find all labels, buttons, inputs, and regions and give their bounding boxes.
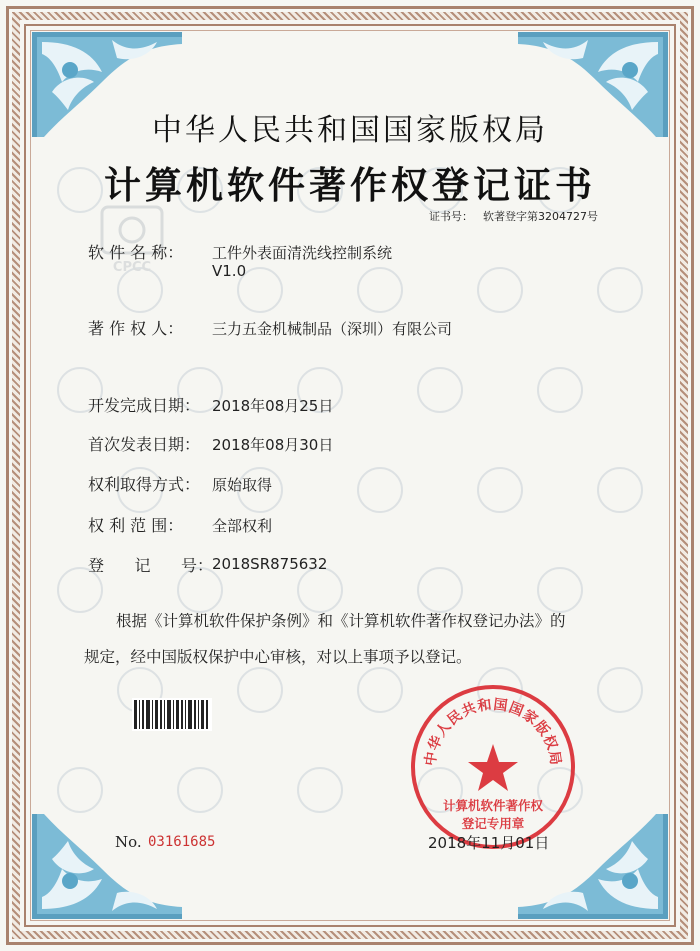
issue-date: 2018年11月01日 xyxy=(428,834,550,852)
publication-date-value: 2018年08月30日 xyxy=(212,436,334,454)
copyright-owner-label: 著 作 权 人： xyxy=(88,319,184,338)
official-seal-icon xyxy=(408,682,578,852)
serial-number: 03161685 xyxy=(148,834,216,850)
software-name-label: 软 件 名 称： xyxy=(88,243,184,262)
registration-number-value: 2018SR875632 xyxy=(212,555,328,573)
completion-date-value: 2018年08月25日 xyxy=(212,397,334,415)
statement-line-1: 根据《计算机软件保护条例》和《计算机软件著作权登记办法》的 xyxy=(116,612,566,630)
statement-paragraph xyxy=(84,603,644,675)
certificate-number xyxy=(429,208,598,224)
rights-scope-value: 全部权利 xyxy=(212,517,273,535)
completion-date-label: 开发完成日期： xyxy=(88,396,201,415)
rights-scope-label: 权 利 范 围： xyxy=(88,516,184,535)
issuer-title: 中华人民共和国国家版权局 xyxy=(152,113,548,148)
acquisition-method-value: 原始取得 xyxy=(212,476,273,494)
copyright-owner-value: 三力五金机械制品（深圳）有限公司 xyxy=(212,320,453,338)
barcode-icon xyxy=(132,698,212,731)
acquisition-method-label: 权利取得方式： xyxy=(88,475,201,494)
serial-label: No. xyxy=(115,833,142,851)
certificate-number-value: 软著登字第3204727号 xyxy=(483,210,598,223)
certificate-title: 计算机软件著作权登记证书 xyxy=(104,164,596,207)
svg-text:中华人民共和国国家版权局: 中华人民共和国国家版权局 xyxy=(422,696,564,767)
statement-line-2: 规定，经中国版权保护中心审核，对以上事项予以登记。 xyxy=(84,648,472,666)
registration-number-label: 登 记 号： xyxy=(88,556,214,575)
publication-date-label: 首次发表日期： xyxy=(88,435,201,454)
software-name-value: 工件外表面清洗线控制系统 xyxy=(212,244,393,262)
software-version: V1.0 xyxy=(212,262,247,280)
certificate-number-label: 证书号： xyxy=(429,210,473,223)
svg-text:CPCC: CPCC xyxy=(112,260,152,275)
svg-text:计算机软件著作权: 计算机软件著作权 xyxy=(442,798,544,813)
svg-text:登记专用章: 登记专用章 xyxy=(461,816,525,831)
